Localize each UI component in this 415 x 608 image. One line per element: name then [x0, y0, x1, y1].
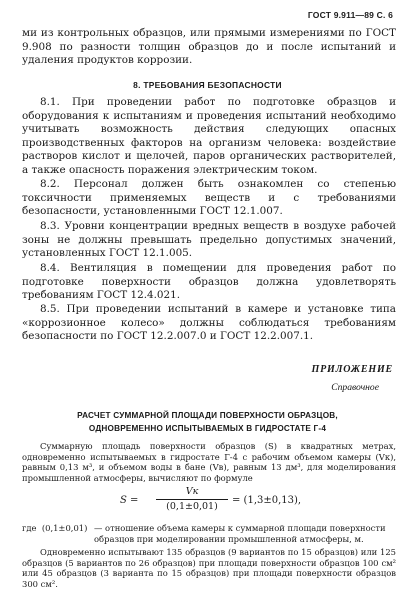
where-clause [22, 523, 396, 544]
calc-intro-paragraph: Суммарную площадь поверхности образцов (S) в квадратных метрах, одновременно испытываемых в гидростате Г-4 с рабочим объемом камеры (Vк), равным 0,13 м³, и объемом воды в бане (Vв), равным 13 дм³, для моделирования промышленной атмосферы, вычисляют по формуле [22, 441, 396, 483]
paragraph-8-5: 8.5. При проведении испытаний в камере и установке типа «коррозионное колесо» должны соблюдаться требованиям безопасности по ГОСТ 12.2.007.0 и ГОСТ 12.2.007.1. [22, 303, 396, 343]
formula-numerator: Vк [185, 486, 199, 497]
where-term [22, 523, 94, 534]
appendix-subtitle: Справочное [331, 382, 379, 393]
continuation-paragraph: ми из контрольных образцов, или прямыми измерениями по ГОСТ 9.908 по разности толщин образцов до и после испытаний и удаления продуктов коррозии. [22, 27, 396, 67]
formula-lhs: S = [120, 495, 139, 506]
paragraph-8-3: 8.3. Уровни концентрации вредных веществ в воздухе рабочей зоны не должны превышать предельно допустимых значений, установленных ГОСТ 12.1.005. [22, 220, 396, 260]
appendix-label: ПРИЛОЖЕНИЕ [311, 364, 393, 375]
formula-denominator: (0,1±0,01) [166, 501, 218, 512]
calc-title-line1: РАСЧЕТ СУММАРНОЙ ПЛОЩАДИ ПОВЕРХНОСТИ ОБРАЗЦОВ, [77, 411, 338, 420]
where-label: где [22, 523, 37, 533]
where-term-value: (0,1±0,01) [41, 523, 88, 533]
fraction-bar [156, 499, 228, 500]
where-definition: — отношение объема камеры к суммарной площади поверхности образцов при моделировании промышленной атмосферы, м. [94, 523, 386, 544]
paragraph-8-4: 8.4. Вентиляция в помещении для проведения работ по подготовке поверхности образцов должна удовлетворять требованиям ГОСТ 12.4.021. [22, 262, 396, 302]
paragraph-8-2: 8.2. Персонал должен быть ознакомлен со степенью токсичности применяемых веществ и с требованиями безопасности, установленными ГОСТ 12.1.007. [22, 178, 396, 218]
calc-closing-paragraph: Одновременно испытывают 135 образцов (9 вариантов по 15 образцов) или 125 образцов (5 вариантов по 26 образцов) при площади поверхности образцов 100 см² или 45 образцов (3 варианта по 15 образцов) при площади поверхности образцов 300 см². [22, 547, 396, 589]
page-header-code: ГОСТ 9.911—89 С. 6 [307, 10, 393, 20]
formula-rhs: = (1,3±0,13), [232, 495, 302, 506]
section-title-safety: 8. ТРЕБОВАНИЯ БЕЗОПАСНОСТИ [133, 80, 282, 90]
formula-fraction [156, 486, 228, 513]
paragraph-8-1: 8.1. При проведении работ по подготовке образцов и оборудования к испытаниям и проведения испытаний необходимо учитывать возможность действия следующих опасных производственных факторов на организм человека: воздействие растворов кислот и щелочей, паров органических растворителей, а также опасность поражения электрическим током. [22, 96, 396, 176]
calc-title-line2: ОДНОВРЕМЕННО ИСПЫТЫВАЕМЫХ В ГИДРОСТАТЕ Г-4 [88, 424, 327, 433]
surface-area-formula [120, 486, 350, 516]
